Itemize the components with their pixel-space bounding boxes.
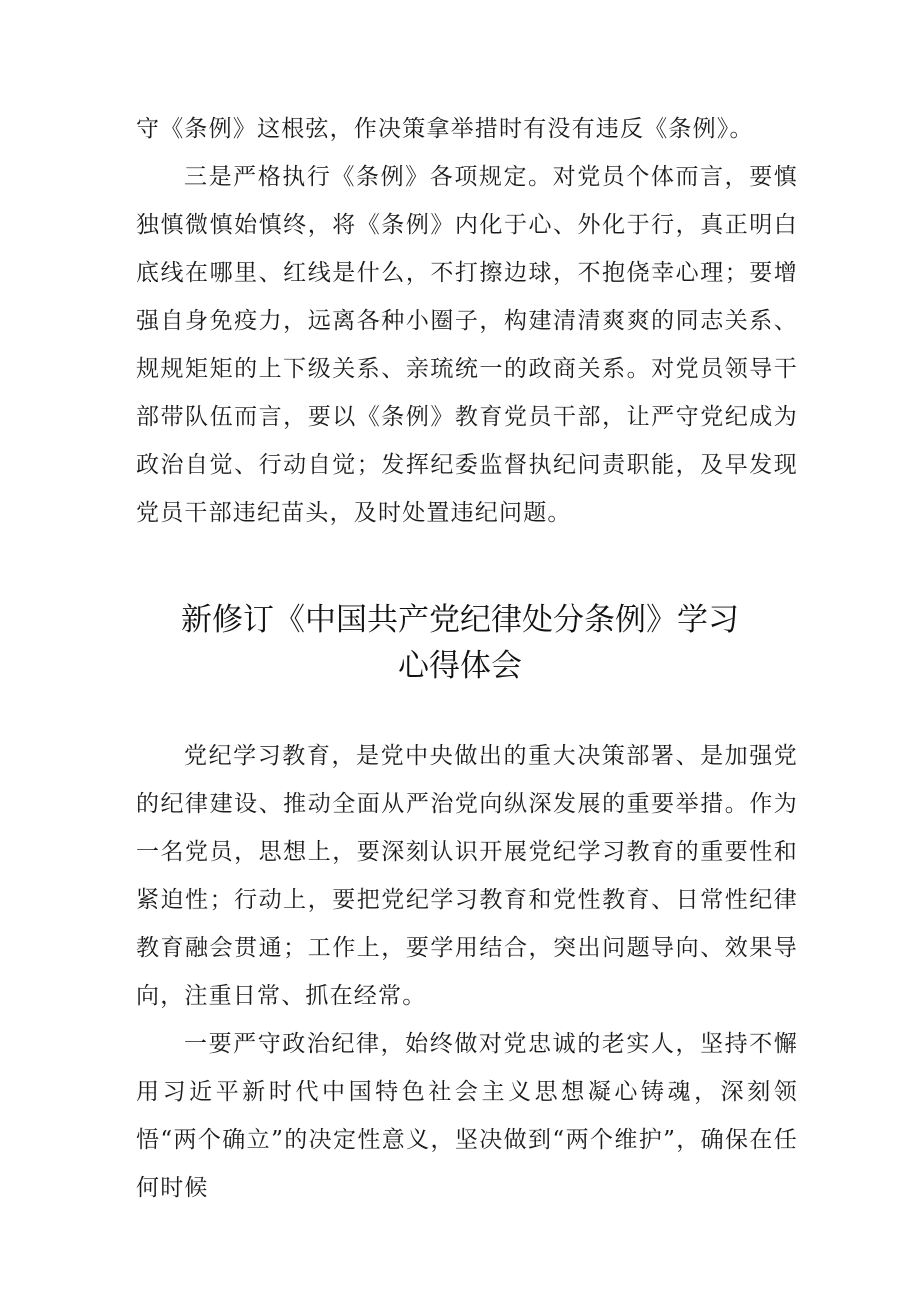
point-one-paragraph: 一要严守政治纪律，始终做对党忠诚的老实人，坚持不懈用习近平新时代中国特色社会主义思想凝心铸魂，深刻领悟“两个确立”的决定性意义，坚决做到“两个维护”，确保在任何时候 [136,1031,798,1201]
point-three-paragraph: 三是严格执行《条例》各项规定。对党员个体而言，要慎独慎微慎始慎终，将《条例》内化于心、外化于行，真正明白底线在哪里、红线是什么，不打擦边球，不抱侥幸心理；要增强自身免疫力，远离各种小圈子，构建清清爽爽的同志关系、规规矩矩的上下级关系、亲琉统一的政商关系。对党员领导干部带队伍而言，要以《条例》教育党员干部，让严守党纪成为政治自觉、行动自觉；发挥纪委监督执纪问责职能，及早发现党员干部违纪苗头，及时处置违纪问题。 [136,164,798,526]
article-title-line2: 心得体会 [398,648,522,684]
continuation-paragraph: 守《条例》这根弦，作决策拿举措时有没有违反《条例》。 [136,116,754,142]
article-title-line1: 新修订《中国共产党纪律处分条例》学习 [181,602,739,638]
intro-paragraph: 党纪学习教育，是党中央做出的重大决策部署、是加强党的纪律建设、推动全面从严治党向纵深发展的重要举措。作为一名党员，思想上，要深刻认识开展党纪学习教育的重要性和紧迫性；行动上，要把党纪学习教育和党性教育、日常性纪律教育融会贯通；工作上，要学用结合，突出问题导向、效果导向，注重日常、抓在经常。 [136,743,798,1009]
